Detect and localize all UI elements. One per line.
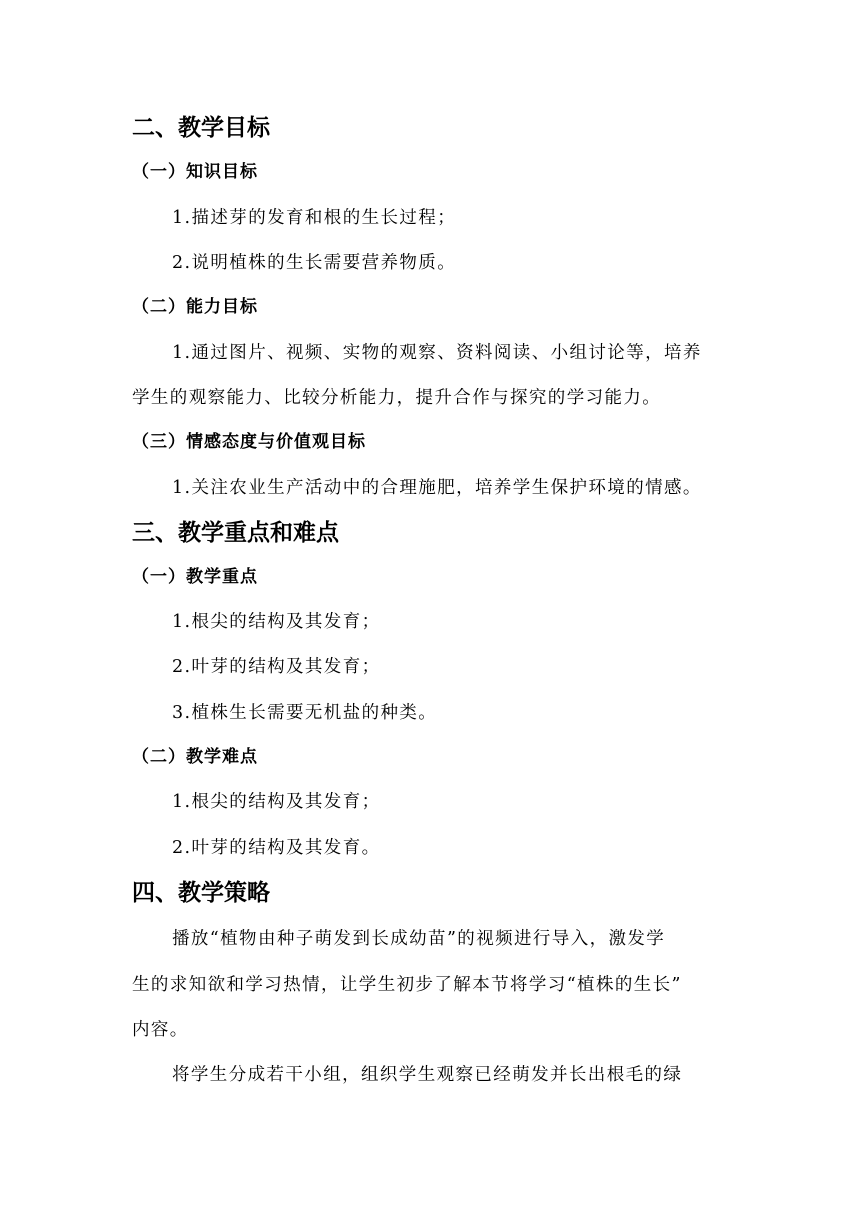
- section-heading-teaching-strategy: 四、教学策略: [132, 880, 270, 906]
- list-item: 1.描述芽的发育和根的生长过程；: [172, 208, 457, 228]
- paragraph-line: 内容。: [132, 1020, 189, 1040]
- paragraph-line: 将学生分成若干小组，组织学生观察已经萌发并长出根毛的绿: [172, 1065, 683, 1085]
- list-item: 1.根尖的结构及其发育；: [172, 792, 381, 812]
- section-heading-key-points: 三、教学重点和难点: [132, 520, 339, 546]
- section-heading-teaching-objectives: 二、教学目标: [132, 115, 270, 141]
- list-item: 2.说明植株的生长需要营养物质。: [172, 253, 457, 273]
- paragraph-line: 生的求知欲和学习热情，让学生初步了解本节将学习“植株的生长”: [132, 975, 682, 995]
- subheading-difficult-points: （二）教学难点: [132, 747, 258, 767]
- subheading-emotion-objectives: （三）情感态度与价值观目标: [132, 432, 366, 452]
- paragraph-line: 学生的观察能力、比较分析能力，提升合作与探究的学习能力。: [132, 388, 662, 408]
- paragraph-line: 1.通过图片、视频、实物的观察、资料阅读、小组讨论等，培养: [172, 343, 702, 363]
- subheading-ability-objectives: （二）能力目标: [132, 297, 258, 317]
- list-item: 2.叶芽的结构及其发育。: [172, 838, 381, 858]
- paragraph-line: 播放“植物由种子萌发到长成幼苗”的视频进行导入，激发学: [172, 929, 666, 949]
- list-item: 1.关注农业生产活动中的合理施肥，培养学生保护环境的情感。: [172, 478, 702, 498]
- list-item: 2.叶芽的结构及其发育；: [172, 657, 381, 677]
- list-item: 1.根尖的结构及其发育；: [172, 612, 381, 632]
- list-item: 3.植株生长需要无机盐的种类。: [172, 703, 438, 723]
- subheading-knowledge-objectives: （一）知识目标: [132, 162, 258, 182]
- subheading-key-points: （一）教学重点: [132, 567, 258, 587]
